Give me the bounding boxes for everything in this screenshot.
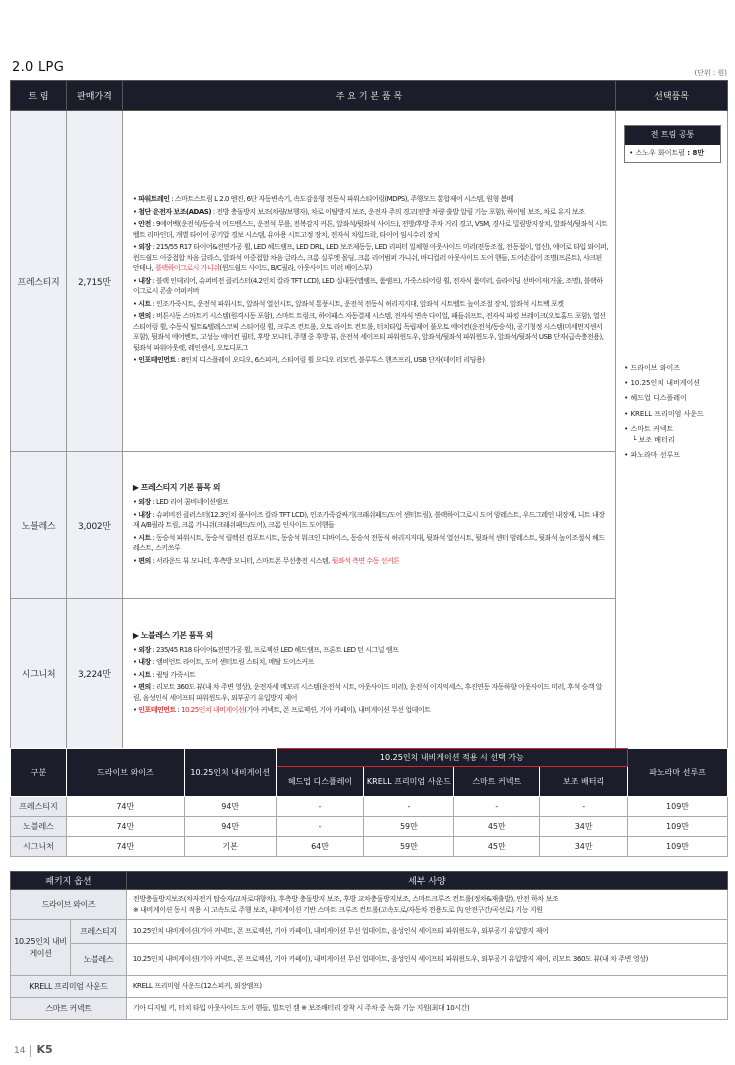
header-navigation: 10.25인치 내비게이션 (184, 749, 276, 797)
trim-prestige: 프레스티지 (11, 111, 67, 452)
header-hud: 헤드업 디스플레이 (276, 767, 364, 797)
spec-item: • 파워트레인 : 스마트스트림 L 2.0 엔진, 6단 자동변속기, 속도감응형 전동식 파워스티어링(MDPS), 주행모드 통합제어 시스템, 원형 봄베 (132, 195, 513, 204)
spec-item: • 내장 : 앰비언트 라이트, 도어 센터트림 스티치, 메탈 도어스커프 (132, 658, 314, 666)
spec-signature (122, 599, 615, 749)
spec-item: • 인포테인먼트 : 8인치 디스플레이 오디오, 6스피커, 스티어링 휠 오디오 리모컨, 블루투스 핸즈프리, USB 단자(데이터 리딩용) (132, 356, 485, 365)
price-prestige: 2,715만 (66, 111, 122, 452)
spec-item: • 시트 : 퀼팅 가죽시트 (132, 670, 196, 679)
header-gubun: 구분 (11, 749, 67, 797)
header-trim: 트 림 (11, 81, 67, 111)
common-option-box (624, 125, 721, 163)
header-package: 패키지 옵션 (11, 872, 127, 890)
header-battery: 보조 배터리 (540, 767, 628, 797)
model-name: K5 (36, 1043, 53, 1056)
table-row: 노블레스 74만 94만 - 59만 45만 34만 109만 (11, 817, 728, 837)
base-note: ▶ 프레스티지 기본 품목 외 (132, 483, 220, 492)
common-option-item: • 스노우 화이트펄 : 8만 (629, 148, 705, 157)
table-row: 10.25인치 내비게이션 프레스티지 10.25인치 내비게이션(기아 커넥트, 폰 프로젝션, 기아 카페이), 내비게이션 무선 업데이트, 음성인식 세이프티 파워윈도우, 외부공기 유입방지 제어 (11, 920, 728, 944)
spec-item: • 내장 : 슈퍼비전 클러스터(12.3인치 풀사이즈 칼라 TFT LCD), 인조가죽감싸기(크래쉬패드/도어 센터트림), 블랙하이그로시 도어 암레스트, 우드그레인 내장재, 니트 내장재 A/B필라 트림, 크롬 가니쉬(크래쉬패드/도어), 크롬 인사이드 도어핸들 (132, 510, 605, 529)
header-detail: 세부 사양 (126, 872, 727, 890)
package-table (10, 871, 728, 1020)
header-krell: KRELL 프리미엄 사운드 (364, 767, 454, 797)
option-price-table (10, 748, 728, 857)
spec-item: • 시트 : 인조가죽시트, 운전석 파워시트, 앞좌석 열선시트, 앞좌석 통풍시트, 운전석 전동식 허리지지대, 앞좌석 시트벨트 높이조절 장치, 앞좌석 시트백 포켓 (132, 299, 564, 308)
main-spec-table (10, 80, 728, 749)
option-item: • 스마트 커넥트 └ 보조 배터리 (624, 424, 675, 444)
spec-item: • 첨단 운전자 보조(ADAS) : 전방 충돌방지 보조(차량/보행자), 차로 이탈방지 보조, 운전자 주의 경고(전방 차량 출발 알림 기능 포함), 하이빔 보조, 차로 유지 보조 (132, 207, 585, 216)
spec-item: • 외장 : 235/45 R18 타이어&전면가공 휠, 프로젝션 LED 헤드램프, 프론트 LED 턴 시그널 램프 (132, 645, 399, 654)
trim-noblesse: 노블레스 (11, 452, 67, 599)
table-row: 노블레스 10.25인치 내비게이션(기아 커넥트, 폰 프로젝션, 기아 카페이), 내비게이션 무선 업데이트, 음성인식 세이프티 파워윈도우, 외부공기 유입방지 제어, 리모트 360도 뷰(내 차 주변 영상) (11, 944, 728, 976)
common-option-header: 전 트림 공통 (625, 126, 720, 145)
spec-item: • 편의 : 서라운드 뷰 모니터, 후측방 모니터, 스마트폰 무선충전 시스템, 뒷좌석 측면 수동 선커튼 (132, 556, 400, 565)
spec-noblesse (122, 452, 615, 599)
option-column (616, 111, 728, 749)
spec-item: • 인포테인먼트 : 10.25인치 내비게이션(기아 커넥트, 폰 프로젝션, 기아 카페이), 내비게이션 무선 업데이트 (132, 706, 431, 714)
header-options: 선택품목 (616, 81, 728, 111)
trim-signature: 시그니처 (11, 599, 67, 749)
table-row: 시그니처 74만 기본 64만 59만 45만 34만 109만 (11, 837, 728, 857)
unit-note: (단위 : 원) (694, 69, 727, 77)
table-row: 드라이브 와이즈 전방충돌방지보조(차자전거 탑승자/교차로대향차), 후측방 충돌방지 보조, 후방 교차충돌방지보조, 스마트크루즈 컨트롤(정차&재출발), 안전 하차 보조 ※ 내비게이션 동시 적용 시 고속도로 주행 보조, 내비게이션 기반 스마트 크루즈 컨트롤(고속도로/자동차 전용도로 內 안전구간/곡선로) 기능 지원 (11, 890, 728, 920)
price-noblesse: 3,002만 (66, 452, 122, 599)
option-item: • 10.25인치 내비게이션 (624, 379, 701, 388)
table-row: 스마트 커넥트 기아 디지털 키, 터치 타입 아웃사이드 도어 핸들, 빌트인 캠 ※ 보조배터리 장착 시 주차 중 녹화 기능 지원(최대 10시간) (11, 998, 728, 1020)
option-list (624, 363, 721, 461)
table-row: 프레스티지 74만 94만 - - - - 109만 (11, 797, 728, 817)
spec-item: • 시트 : 동승석 파워시트, 동승석 릴렉션 컴포트시트, 동승석 워크인 디바이스, 동승석 전동식 허리지지대, 뒷좌석 열선시트, 뒷좌석 센터 암레스트, 뒷좌석 높이조절식 헤드레스트, 스키쓰루 (132, 533, 605, 552)
option-item: • 파노라마 선루프 (624, 451, 681, 460)
header-panorama: 파노라마 선루프 (628, 749, 728, 797)
base-note: ▶ 노블레스 기본 품목 외 (132, 630, 213, 640)
page-number: 14 (14, 1046, 26, 1056)
spec-item: • 편의 : 버튼시동 스마트키 시스템(원격시동 포함), 스마트 트렁크, 하이패스 자동결제 시스템, 전자식 변속 다이얼, 패들쉬프트, 전자식 파킹 브레이크(오토홀드 포함), 열선 스티어링 휠, 수동식 틸트&텔레스코픽 스티어링 휠, 크루즈 컨트롤, 오토 라이트 컨트롤, 터치타입 독립제어 풀오토 에어컨(운전석/동승석), 공기청정 시스템(미세먼지센서 포함), 뒷좌석 에어벤트, 고성능 에어컨 필터, 후방 모니터, 주행 중 후방 뷰, 운전석 세이프티 파워윈도우, 앞좌석/뒷좌석 파워윈도우, 앞좌석/뒷좌석 USB 단자(급속충전용), 뒷좌석 파워아웃렛, 레인센서, 오토디포그 (132, 312, 606, 352)
table-row: KRELL 프리미엄 사운드 KRELL 프리미엄 사운드(12스피커, 외장앰프) (11, 976, 728, 998)
spec-item: • 외장 : LED 리어 콤비네이션램프 (132, 498, 229, 506)
spec-item: • 외장 : 215/55 R17 타이어&전면가공 휠, LED 헤드램프, LED DRL, LED 보조제동등, LED 리피터 일체형 아웃사이드 미러(전동조절, 전동접이, 열선), 에어로 타입 와이퍼, 윈드쉴드 이중접합 차음 글라스, 앞좌석 이중접합 차음 글라스, 크롬 실루엣 몰딩, 크롬 리어범퍼 가니쉬, 바디컬러 아웃사이드 도어 핸들, 도어손잡이 조명(프론트), 샤크핀 안테나, 블랙하이그로시 가니쉬(윈드쉴드 사이드, B/C필라, 아웃사이드 미러 베이스부) (132, 243, 609, 273)
spec-prestige (122, 111, 615, 452)
page-title: 2.0 LPG (12, 60, 65, 75)
option-item: • KRELL 프리미엄 사운드 (624, 409, 704, 418)
header-items: 주 요 기 본 품 목 (122, 81, 615, 111)
header-smart-connect: 스마트 커넥트 (454, 767, 540, 797)
spec-item: • 안전 : 9에어백(운전석/동승석 어드밴스드, 운전석 무릎, 전복감지 커튼, 앞좌석/뒷좌석 사이드), 전방/후방 주차 거리 경고, VSM, 경사로 밀림방지장치, 앞좌석/뒷좌석 시트벨트 리마인더, 개별 타이어 공기압 경보 시스템, 유아용 시트고정 장치, 전자식 차일드락, 타이어 임시수리 장치 (132, 220, 608, 239)
header-drive-wise: 드라이브 와이즈 (66, 749, 184, 797)
price-signature: 3,224만 (66, 599, 122, 749)
option-item: • 헤드업 디스플레이 (624, 394, 687, 403)
header-nav-group: 10.25인치 내비게이션 적용 시 선택 가능 (276, 749, 627, 767)
spec-item: • 내장 : 블랙 인테리어, 슈퍼비전 클러스터(4.2인치 칼라 TFT LCD), LED 실내등(맵램프, 룸램프), 가죽스티어링 휠, 전자식 룸미러, 슬라이딩 선바이저(거울, 조명), 블랙하이그로시 콘솔 어퍼커버 (132, 276, 603, 296)
header-price: 판매가격 (66, 81, 122, 111)
option-item: • 드라이브 와이즈 (624, 363, 681, 372)
spec-item: • 편의 : 리모트 360도 뷰(내 차 주변 영상), 운전자세 메모리 시스템(운전석 시트, 아웃사이드 미러), 운전석 이지억세스, 후진연동 자동하향 아웃사이드 미러, 후석 승객 알림, 음성인식 세이프티 파워윈도우, 외부공기 유입방지 제어 (132, 683, 602, 702)
page-footer (14, 1043, 53, 1057)
